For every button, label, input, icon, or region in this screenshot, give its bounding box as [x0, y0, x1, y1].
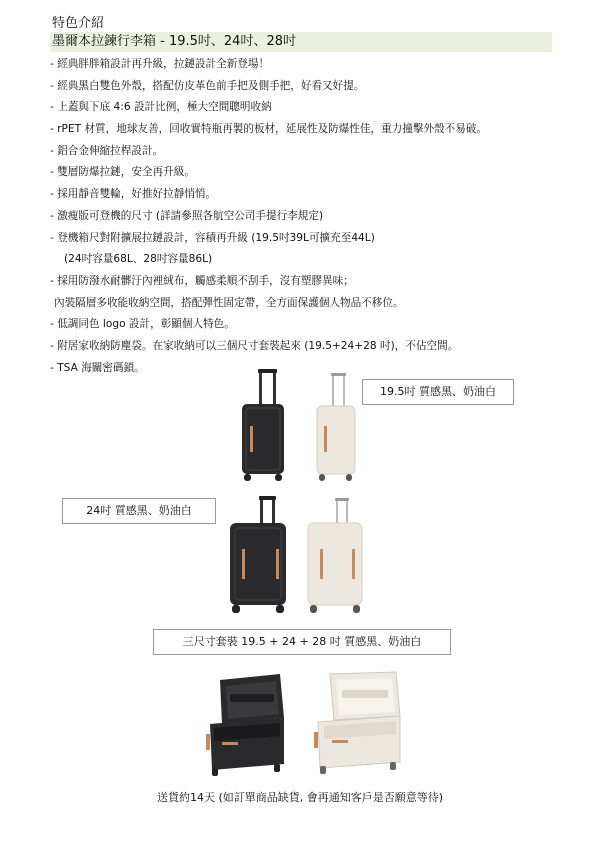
feature-item: - TSA 海關密碼鎖。 [50, 361, 145, 374]
feature-item: - 低調同色 logo 設計，彰顯個人特色。 [50, 318, 235, 331]
luggage-19-image [238, 368, 358, 488]
black-suitcase-small [242, 369, 284, 481]
caption-set: 三尺寸套裝 19.5 + 24 + 28 吋 質感黑、奶油白 [153, 629, 451, 655]
feature-item: - 激瘦版可登機的尺寸 (詳請參照各航空公司手提行李規定) [50, 209, 324, 222]
feature-item: - rPET 材質，地球友善，回收實特瓶再製的板材，延展性及防爆性佳，重力撞擊外殼不易破。 [50, 123, 488, 136]
feature-item: - 經典黑白雙色外殼，搭配仿皮革色前手把及側手把，好看又好提。 [50, 79, 365, 92]
black-suitcase-medium [230, 496, 286, 613]
feature-item-continuation: (24吋容量68L、28吋容量86L) [64, 253, 213, 266]
feature-item: - 鋁合金伸縮拉桿設計。 [50, 144, 164, 157]
feature-list [50, 54, 560, 379]
feature-item: - 採用防潑水耐髒汙內裡絨布，觸感柔順不刮手，沒有塑膠異味； [50, 274, 354, 287]
caption-24-inch: 24吋 質感黑、奶油白 [62, 498, 216, 524]
feature-item: - 採用靜音雙輪，好推好拉靜悄悄。 [50, 188, 217, 201]
open-luggage-image [200, 668, 410, 780]
feature-item: - 雙層防爆拉鏈，安全再升級。 [50, 166, 195, 179]
black-open-suitcase [206, 674, 284, 776]
white-open-suitcase [314, 672, 400, 774]
white-suitcase-medium [308, 498, 362, 613]
product-title-bar: 墨爾本拉鍊行李箱 - 19.5吋、24吋、28吋 [50, 32, 552, 52]
white-suitcase-small [317, 373, 355, 481]
feature-item: - 登機箱尺對附擴展拉鏈設計，容積再升級 (19.5吋39L可擴充至44L) [50, 231, 375, 244]
luggage-24-image [226, 495, 366, 617]
feature-item: - 上蓋與下底 4:6 設計比例，極大空間聰明收納 [50, 101, 272, 114]
section-title: 特色介紹 [52, 16, 105, 31]
feature-item: - 經典胖胖箱設計再升級，拉鏈設計全新登場！ [50, 58, 270, 70]
caption-19-inch: 19.5吋 質感黑、奶油白 [362, 379, 514, 405]
feature-item: - 附居家收納防塵袋。在家收納可以三個尺寸套裝起來 (19.5+24+28 吋)，不佔空間。 [50, 339, 459, 352]
shipping-note: 送貨約14天 (如訂單商品缺貨, 會再通知客戶是否願意等待) [156, 791, 444, 804]
feature-item-continuation: 內裝隔層多收能收納空間，搭配彈性固定帶，全方面保護個人物品不移位。 [54, 296, 404, 309]
